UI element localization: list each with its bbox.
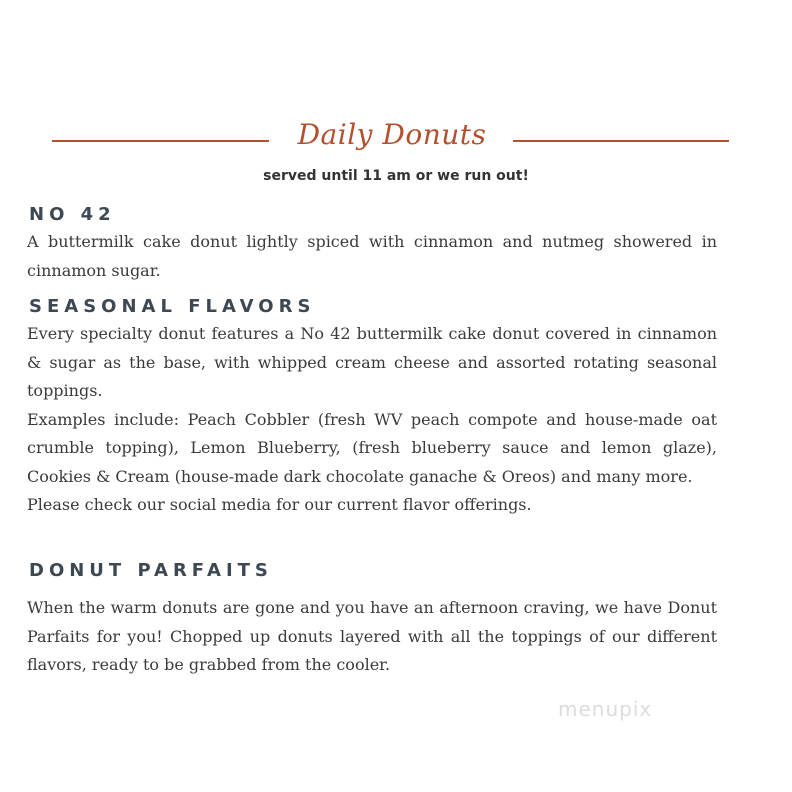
- section-body-seasonal: [27, 320, 717, 520]
- section-heading-parfaits: DONUT PARFAITS: [29, 560, 273, 581]
- watermark: menupix: [558, 697, 653, 721]
- page-subtitle: served until 11 am or we run out!: [263, 168, 529, 184]
- title-rule-right: [513, 140, 729, 142]
- section-body-no42: [27, 228, 717, 285]
- paragraph: Please check our social media for our current flavor offerings.: [27, 495, 532, 514]
- section-body-parfaits: [27, 594, 717, 680]
- paragraph: Examples include: Peach Cobbler (fresh WV peach compote and house-made oat crumble topping), Lemon Blueberry, (fresh blueberry sauce and lemon glaze), Cookies & Cream (house-made dark chocolate ganache & Oreos) and many more.: [27, 409, 717, 486]
- paragraph: When the warm donuts are gone and you have an afternoon craving, we have Donut Parfaits for you! Chopped up donuts layered with all the toppings of our different flavors, ready to be grabbed from the cooler.: [27, 598, 717, 674]
- section-heading-seasonal: SEASONAL FLAVORS: [29, 296, 316, 317]
- paragraph: A buttermilk cake donut lightly spiced with cinnamon and nutmeg showered in cinnamon sugar.: [27, 232, 717, 280]
- paragraph: Every specialty donut features a No 42 buttermilk cake donut covered in cinnamon & sugar as the base, with whipped cream cheese and assorted rotating seasonal toppings.: [27, 324, 717, 400]
- section-heading-no42: NO 42: [29, 204, 116, 225]
- page-title: Daily Donuts: [297, 118, 487, 151]
- title-rule-left: [52, 140, 269, 142]
